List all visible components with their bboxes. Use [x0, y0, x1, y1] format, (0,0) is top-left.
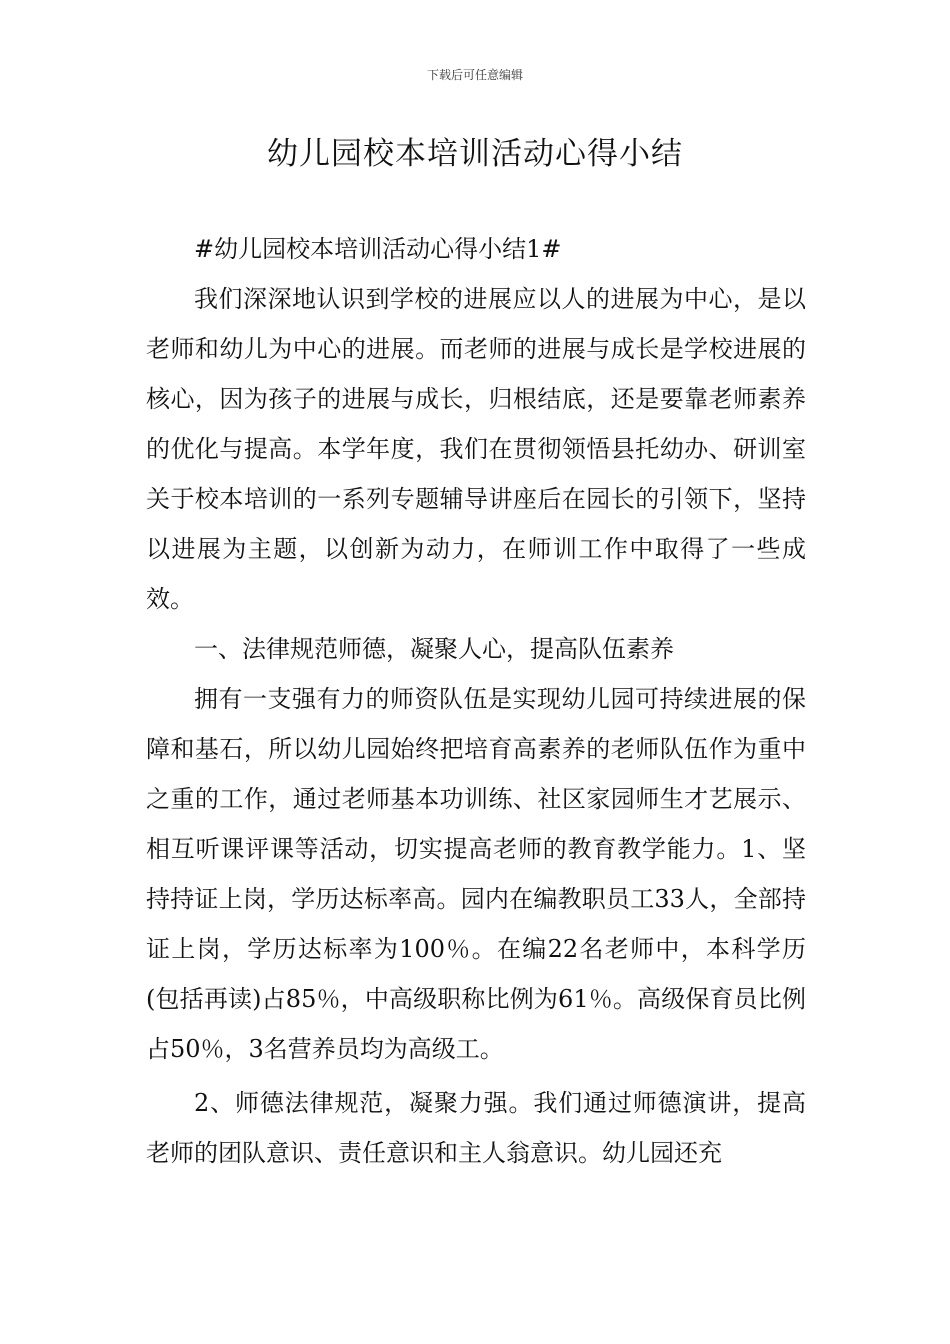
section-heading-2: 一、法律规范师德，凝聚人心，提高队伍素养	[194, 635, 674, 663]
paragraph-team: 拥有一支强有力的师资队伍是实现幼儿园可持续进展的保障和基石，所以幼儿园始终把培育高素养的老师队伍作为重中之重的工作，通过老师基本功训练、社区家园师生才艺展示、相互听课评课等活动，切实提高老师的教育教学能力。1、坚持持证上岗，学历达标率高。园内在编教职员工33人，全部持证上岗，学历达标率为100％。在编22名老师中，本科学历(包括再读)占85％，中高级职称比例为61％。高级保育员比例占50％，3名营养员均为高级工。	[146, 685, 806, 1063]
paragraph-ethics: 2、师德法律规范，凝聚力强。我们通过师德演讲，提高老师的团队意识、责任意识和主人翁意识。幼儿园还充	[146, 1089, 806, 1167]
page-header-note: 下载后可任意编辑	[426, 68, 523, 82]
section-heading-1: #幼儿园校本培训活动心得小结1#	[194, 235, 562, 263]
document-title: 幼儿园校本培训活动心得小结	[267, 136, 683, 172]
document-body	[146, 224, 806, 1178]
paragraph-intro: 我们深深地认识到学校的进展应以人的进展为中心，是以老师和幼儿为中心的进展。而老师的进展与成长是学校进展的核心，因为孩子的进展与成长，归根结底，还是要靠老师素养的优化与提高。本学年度，我们在贯彻领悟县托幼办、研训室关于校本培训的一系列专题辅导讲座后在园长的引领下，坚持以进展为主题，以创新为动力，在师训工作中取得了一些成效。	[146, 285, 806, 613]
